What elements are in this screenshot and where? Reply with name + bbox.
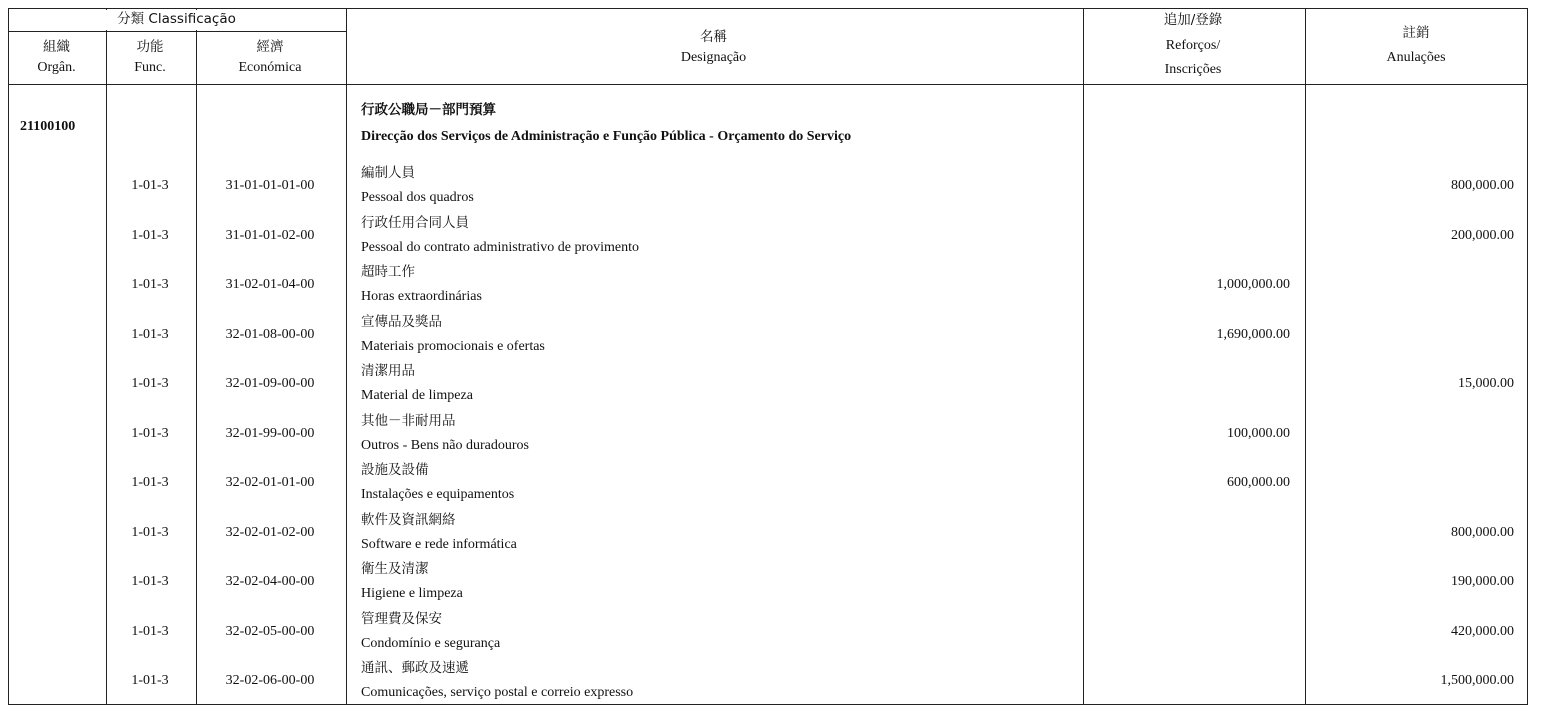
reforcos-amount: 600,000.00 bbox=[1227, 475, 1290, 490]
reforcos-amount: 1,000,000.00 bbox=[1216, 277, 1290, 292]
economic-code: 32-02-06-00-00 bbox=[225, 673, 315, 688]
anulacoes-header-pt: Anulações bbox=[1386, 50, 1446, 65]
economic-code: 32-02-01-02-00 bbox=[225, 524, 315, 540]
item-name-pt: Condomínio e segurança bbox=[361, 635, 501, 651]
department-name-pt: Direcção dos Serviços de Administração e Função Pública - Orçamento do Serviço bbox=[361, 129, 852, 144]
item-name-zh: 衛生及清潔 bbox=[361, 561, 429, 577]
anulacoes-header-zh: 註銷 bbox=[1402, 25, 1430, 41]
anulacoes-amount: 200,000.00 bbox=[1451, 227, 1514, 243]
item-name-pt: Material de limpeza bbox=[361, 388, 473, 403]
department-name-zh: 行政公職局－部門預算 bbox=[361, 102, 496, 118]
econ-header-pt: Económica bbox=[238, 60, 302, 75]
anulacoes-amount: 1,500,000.00 bbox=[1440, 673, 1514, 688]
item-name-pt: Outros - Bens não duradouros bbox=[361, 437, 529, 453]
item-name-zh: 宣傳品及獎品 bbox=[361, 313, 442, 330]
economic-code: 32-01-09-00-00 bbox=[225, 376, 315, 391]
item-name-pt: Instalações e equipamentos bbox=[361, 487, 515, 502]
item-name-zh: 清潔用品 bbox=[361, 363, 415, 379]
item-name-zh: 超時工作 bbox=[361, 264, 415, 280]
classification-header: 分類 Classificação bbox=[117, 11, 236, 27]
divider bbox=[106, 9, 107, 704]
function-code: 1-01-3 bbox=[131, 227, 169, 243]
reforcos-amount: 100,000.00 bbox=[1227, 425, 1290, 441]
economic-code: 31-01-01-02-00 bbox=[225, 227, 315, 243]
divider bbox=[346, 9, 347, 704]
designation-header-pt: Designação bbox=[680, 50, 747, 65]
item-name-zh: 管理費及保安 bbox=[361, 610, 442, 627]
function-code: 1-01-3 bbox=[131, 475, 169, 490]
anulacoes-amount: 800,000.00 bbox=[1451, 178, 1514, 193]
function-code: 1-01-3 bbox=[131, 425, 169, 441]
item-name-zh: 設施及設備 bbox=[361, 462, 429, 478]
item-name-zh: 其他－非耐用品 bbox=[361, 412, 456, 429]
function-code: 1-01-3 bbox=[131, 376, 169, 391]
economic-code: 31-02-01-04-00 bbox=[225, 277, 315, 292]
function-code: 1-01-3 bbox=[131, 178, 169, 193]
item-name-pt: Pessoal dos quadros bbox=[361, 190, 474, 205]
item-name-zh: 行政任用合同人員 bbox=[361, 214, 469, 231]
economic-code: 32-01-08-00-00 bbox=[225, 326, 315, 342]
function-code: 1-01-3 bbox=[131, 326, 169, 342]
function-code: 1-01-3 bbox=[131, 574, 169, 589]
economic-code: 31-01-01-01-00 bbox=[225, 178, 315, 193]
func-header-pt: Func. bbox=[134, 60, 166, 75]
function-code: 1-01-3 bbox=[131, 277, 169, 292]
budget-table bbox=[8, 8, 1528, 705]
department-code: 21100100 bbox=[20, 119, 76, 134]
reforcos-amount: 1,690,000.00 bbox=[1216, 326, 1290, 342]
item-name-pt: Horas extraordinárias bbox=[361, 289, 482, 304]
anulacoes-amount: 190,000.00 bbox=[1451, 574, 1514, 589]
item-name-pt: Materiais promocionais e ofertas bbox=[361, 338, 545, 354]
anulacoes-amount: 800,000.00 bbox=[1451, 524, 1514, 540]
economic-code: 32-02-04-00-00 bbox=[225, 574, 315, 589]
econ-header-zh: 經濟 bbox=[256, 39, 284, 55]
function-code: 1-01-3 bbox=[131, 623, 169, 639]
item-name-zh: 編制人員 bbox=[361, 165, 415, 181]
divider bbox=[196, 9, 197, 704]
divider bbox=[9, 31, 346, 32]
reforcos-header-pt1: Reforços/ bbox=[1165, 38, 1221, 53]
function-code: 1-01-3 bbox=[131, 524, 169, 540]
divider bbox=[1083, 9, 1084, 704]
organ-header-pt: Orgân. bbox=[37, 60, 76, 75]
item-name-pt: Pessoal do contrato administrativo de provimento bbox=[361, 239, 640, 255]
func-header-zh: 功能 bbox=[136, 39, 164, 55]
item-name-zh: 軟件及資訊網絡 bbox=[361, 511, 456, 528]
economic-code: 32-02-01-01-00 bbox=[225, 475, 315, 490]
item-name-pt: Comunicações, serviço postal e correio expresso bbox=[361, 685, 634, 700]
designation-header-zh: 名稱 bbox=[700, 29, 727, 45]
anulacoes-amount: 15,000.00 bbox=[1458, 376, 1514, 391]
anulacoes-amount: 420,000.00 bbox=[1451, 623, 1514, 639]
divider bbox=[1305, 9, 1306, 704]
reforcos-header-pt2: Inscrições bbox=[1164, 62, 1222, 77]
organ-header-zh: 組織 bbox=[43, 39, 70, 55]
header-bottom-line bbox=[9, 84, 1527, 85]
function-code: 1-01-3 bbox=[131, 673, 169, 688]
economic-code: 32-02-05-00-00 bbox=[225, 623, 315, 639]
reforcos-header-zh: 追加/登錄 bbox=[1163, 12, 1223, 28]
item-name-zh: 通訊、郵政及速遞 bbox=[361, 660, 469, 676]
item-name-pt: Higiene e limpeza bbox=[361, 586, 463, 601]
economic-code: 32-01-99-00-00 bbox=[225, 425, 315, 441]
item-name-pt: Software e rede informática bbox=[361, 536, 517, 552]
